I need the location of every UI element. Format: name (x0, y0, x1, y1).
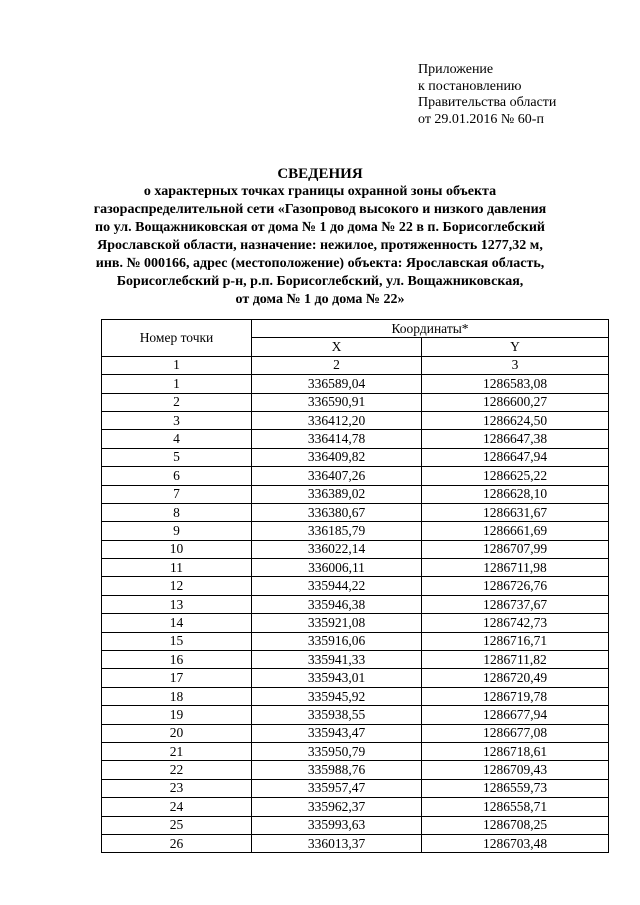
point-number-cell: 25 (102, 816, 252, 834)
y-coordinate-cell: 1286647,38 (422, 430, 609, 448)
y-coordinate-cell: 1286737,67 (422, 595, 609, 613)
y-coordinate-cell: 1286628,10 (422, 485, 609, 503)
appendix-line: к постановлению (418, 78, 522, 94)
x-coordinate-cell: 335943,47 (252, 724, 422, 742)
point-number-cell: 5 (102, 448, 252, 466)
y-coordinate-cell: 1286707,99 (422, 540, 609, 558)
x-coordinate-cell: 336022,14 (252, 540, 422, 558)
table-row (102, 798, 609, 816)
y-coordinate-cell: 1286742,73 (422, 614, 609, 632)
x-coordinate-cell: 336407,26 (252, 467, 422, 485)
table-row (102, 669, 609, 687)
table-row (102, 632, 609, 650)
y-coordinate-cell: 1286711,82 (422, 651, 609, 669)
x-coordinate-cell: 336412,20 (252, 411, 422, 429)
table-row (102, 834, 609, 852)
x-coordinate-cell: 336013,37 (252, 834, 422, 852)
x-coordinate-cell: 335962,37 (252, 798, 422, 816)
x-coordinate-cell: 336380,67 (252, 503, 422, 521)
point-number-cell: 14 (102, 614, 252, 632)
point-number-cell: 2 (102, 393, 252, 411)
table-row (102, 577, 609, 595)
point-number-cell: 22 (102, 761, 252, 779)
table-row (102, 393, 609, 411)
x-coordinate-cell: 335938,55 (252, 706, 422, 724)
table-header (102, 320, 609, 375)
x-coordinate-cell: 335993,63 (252, 816, 422, 834)
point-number-cell: 10 (102, 540, 252, 558)
point-number-cell: 17 (102, 669, 252, 687)
x-coordinate-cell: 336414,78 (252, 430, 422, 448)
x-coordinate-cell: 336389,02 (252, 485, 422, 503)
table-row (102, 540, 609, 558)
y-coordinate-cell: 1286719,78 (422, 687, 609, 705)
subtitle-line: от дома № 1 до дома № 22» (235, 292, 405, 307)
point-number-cell: 11 (102, 559, 252, 577)
y-coordinate-cell: 1286677,08 (422, 724, 609, 742)
subtitle-line: Борисоглебский р-н, р.п. Борисоглебский, ул. Вощажниковская, (116, 274, 524, 289)
table-row (102, 430, 609, 448)
x-coordinate-cell: 335988,76 (252, 761, 422, 779)
x-coordinate-cell: 335941,33 (252, 651, 422, 669)
column-number: 3 (422, 356, 609, 374)
table-row (102, 779, 609, 797)
y-coordinate-cell: 1286718,61 (422, 742, 609, 760)
point-number-cell: 15 (102, 632, 252, 650)
y-coordinate-cell: 1286647,94 (422, 448, 609, 466)
y-coordinate-cell: 1286661,69 (422, 522, 609, 540)
x-coordinate-cell: 335916,06 (252, 632, 422, 650)
x-coordinate-cell: 336006,11 (252, 559, 422, 577)
point-number-cell: 1 (102, 375, 252, 393)
point-number-cell: 12 (102, 577, 252, 595)
y-coordinate-cell: 1286726,76 (422, 577, 609, 595)
y-coordinate-cell: 1286709,43 (422, 761, 609, 779)
point-number-cell: 24 (102, 798, 252, 816)
y-coordinate-cell: 1286708,25 (422, 816, 609, 834)
point-number-cell: 26 (102, 834, 252, 852)
table-body (102, 375, 609, 853)
y-coordinate-cell: 1286703,48 (422, 834, 609, 852)
table-row (102, 375, 609, 393)
table-row (102, 411, 609, 429)
x-coordinate-cell: 335944,22 (252, 577, 422, 595)
coordinates-table (101, 319, 609, 853)
table-row (102, 651, 609, 669)
appendix-line: Правительства области (418, 95, 557, 110)
column-number: 1 (102, 356, 252, 374)
table-row (102, 503, 609, 521)
point-number-cell: 18 (102, 687, 252, 705)
document-subtitle (60, 183, 580, 309)
table-row (102, 687, 609, 705)
document-title: СВЕДЕНИЯ (277, 166, 363, 182)
x-coordinate-cell: 336589,04 (252, 375, 422, 393)
x-coordinate-cell: 336185,79 (252, 522, 422, 540)
point-number-cell: 21 (102, 742, 252, 760)
y-coordinate-cell: 1286677,94 (422, 706, 609, 724)
y-coordinate-cell: 1286600,27 (422, 393, 609, 411)
y-coordinate-cell: 1286711,98 (422, 559, 609, 577)
table-row (102, 595, 609, 613)
point-number-cell: 3 (102, 411, 252, 429)
header-x: X (252, 338, 422, 356)
header-point-number: Номер точки (102, 320, 252, 357)
y-coordinate-cell: 1286716,71 (422, 632, 609, 650)
y-coordinate-cell: 1286720,49 (422, 669, 609, 687)
x-coordinate-cell: 335950,79 (252, 742, 422, 760)
subtitle-line: инв. № 000166, адрес (местоположение) объекта: Ярославская область, (95, 256, 545, 271)
appendix-line: от 29.01.2016 № 60-п (418, 111, 544, 127)
subtitle-line: по ул. Вощажниковская от дома № 1 до дома № 22 в п. Борисоглебский (95, 220, 545, 235)
point-number-cell: 6 (102, 467, 252, 485)
table-row (102, 761, 609, 779)
table-row (102, 448, 609, 466)
x-coordinate-cell: 335946,38 (252, 595, 422, 613)
table-row (102, 816, 609, 834)
y-coordinate-cell: 1286558,71 (422, 798, 609, 816)
y-coordinate-cell: 1286624,50 (422, 411, 609, 429)
point-number-cell: 13 (102, 595, 252, 613)
x-coordinate-cell: 335945,92 (252, 687, 422, 705)
point-number-cell: 8 (102, 503, 252, 521)
point-number-cell: 9 (102, 522, 252, 540)
table-row (102, 742, 609, 760)
header-coordinates: Координаты* (252, 320, 609, 338)
y-coordinate-cell: 1286625,22 (422, 467, 609, 485)
appendix-block (418, 62, 556, 128)
point-number-cell: 23 (102, 779, 252, 797)
point-number-cell: 19 (102, 706, 252, 724)
table-row (102, 559, 609, 577)
column-number: 2 (252, 356, 422, 374)
y-coordinate-cell: 1286631,67 (422, 503, 609, 521)
point-number-cell: 20 (102, 724, 252, 742)
point-number-cell: 4 (102, 430, 252, 448)
x-coordinate-cell: 335957,47 (252, 779, 422, 797)
header-y: Y (422, 338, 609, 356)
table-row (102, 485, 609, 503)
subtitle-line: газораспределительной сети «Газопровод высокого и низкого давления (93, 202, 547, 217)
table-row (102, 467, 609, 485)
y-coordinate-cell: 1286559,73 (422, 779, 609, 797)
x-coordinate-cell: 335921,08 (252, 614, 422, 632)
table-row (102, 522, 609, 540)
table-row (102, 614, 609, 632)
x-coordinate-cell: 336409,82 (252, 448, 422, 466)
y-coordinate-cell: 1286583,08 (422, 375, 609, 393)
x-coordinate-cell: 335943,01 (252, 669, 422, 687)
subtitle-line: о характерных точках границы охранной зоны объекта (143, 184, 497, 199)
appendix-line: Приложение (418, 62, 494, 77)
table-row (102, 706, 609, 724)
subtitle-line: Ярославской области, назначение: нежилое, протяженность 1277,32 м, (97, 238, 543, 253)
point-number-cell: 7 (102, 485, 252, 503)
table-row (102, 724, 609, 742)
x-coordinate-cell: 336590,91 (252, 393, 422, 411)
point-number-cell: 16 (102, 651, 252, 669)
